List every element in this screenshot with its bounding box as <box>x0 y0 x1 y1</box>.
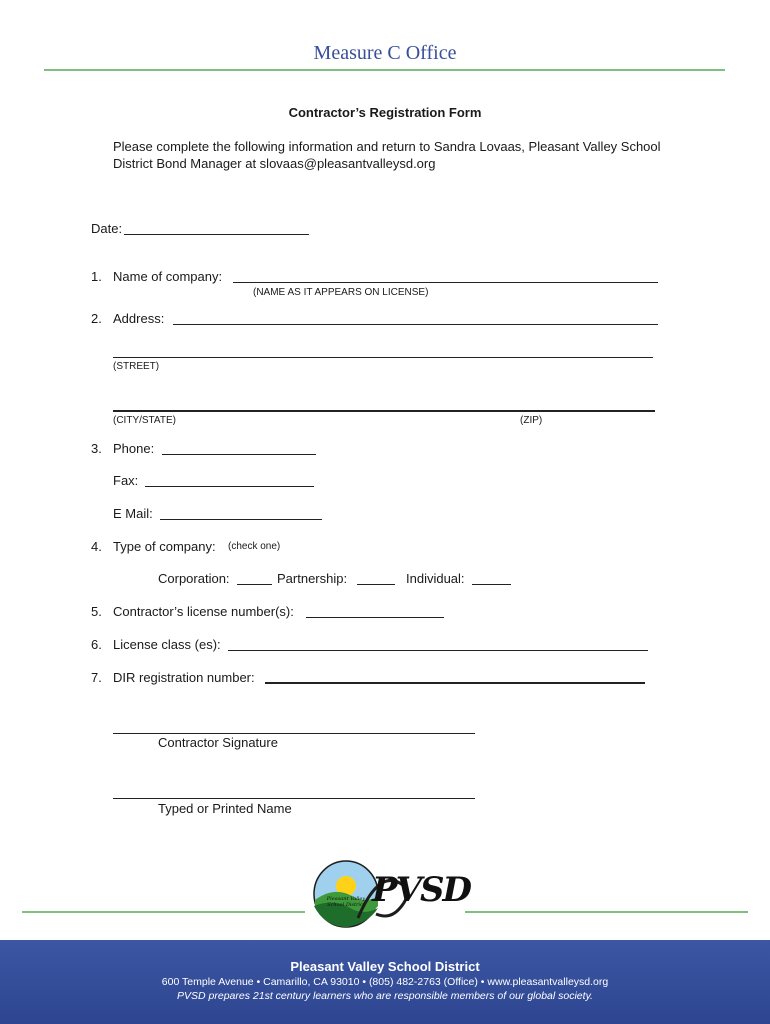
form-intro: Please complete the following information and return to Sandra Lovaas, Pleasant Valley School District Bond Manager at slovaas@pleasantvalleysd.org <box>113 139 661 171</box>
individual-checkbox[interactable] <box>472 584 511 585</box>
company-name-field[interactable] <box>233 282 658 283</box>
license-class-label: License class (es): <box>113 637 221 652</box>
individual-label: Individual: <box>406 571 465 586</box>
address-field[interactable] <box>173 324 658 325</box>
city-state-zip-field[interactable] <box>113 410 655 412</box>
item-number-4: 4. <box>91 539 102 554</box>
company-name-label: Name of company: <box>113 269 223 284</box>
corporation-checkbox[interactable] <box>237 584 272 585</box>
form-title: Contractor’s Registration Form <box>288 105 482 120</box>
printed-name-label: Typed or Printed Name <box>158 801 292 816</box>
license-number-label: Contractor’s license number(s): <box>113 604 294 619</box>
partnership-checkbox[interactable] <box>357 584 395 585</box>
city-state-note: (CITY/STATE) <box>113 415 176 426</box>
footer-rule-left <box>22 911 305 913</box>
logo-inner-text: Pleasant Valley School District <box>326 896 366 908</box>
street-field[interactable] <box>113 357 653 358</box>
license-number-field[interactable] <box>306 617 444 618</box>
company-type-hint: (check one) <box>228 541 281 552</box>
license-class-field[interactable] <box>228 650 648 651</box>
logo-wordmark: PVSD <box>372 870 470 910</box>
signature-label: Contractor Signature <box>158 735 278 750</box>
dir-registration-field[interactable] <box>265 682 645 684</box>
corporation-label: Corporation: <box>158 571 230 586</box>
pvsd-logo <box>310 856 470 932</box>
signature-field[interactable] <box>113 733 475 734</box>
phone-field[interactable] <box>162 454 316 455</box>
item-number-3: 3. <box>91 441 102 456</box>
footer-banner <box>0 940 770 1024</box>
email-label: E Mail: <box>113 506 153 521</box>
email-field[interactable] <box>160 519 322 520</box>
item-number-5: 5. <box>91 604 102 619</box>
item-number-2: 2. <box>91 311 102 326</box>
printed-name-field[interactable] <box>113 798 475 799</box>
footer-rule-right <box>465 911 748 913</box>
zip-note: (ZIP) <box>520 415 543 426</box>
office-title: Measure C Office <box>313 42 457 64</box>
date-label: Date: <box>91 221 123 236</box>
date-field[interactable] <box>124 234 309 235</box>
fax-field[interactable] <box>145 486 314 487</box>
partnership-label: Partnership: <box>277 571 348 586</box>
footer-tagline: PVSD prepares 21st century learners who are responsible members of our global society. <box>177 990 593 1002</box>
fax-label: Fax: <box>113 473 139 488</box>
dir-registration-label: DIR registration number: <box>113 670 255 685</box>
item-number-1: 1. <box>91 269 102 284</box>
company-name-note: (NAME AS IT APPEARS ON LICENSE) <box>253 287 429 298</box>
company-type-label: Type of company: <box>113 539 216 554</box>
header-rule <box>44 69 725 71</box>
footer-address: 600 Temple Avenue • Camarillo, CA 93010 • (805) 482-2763 (Office) • www.pleasantvalleysd.org <box>161 976 609 988</box>
footer-district-name: Pleasant Valley School District <box>290 959 480 974</box>
item-number-6: 6. <box>91 637 102 652</box>
street-note: (STREET) <box>113 361 160 372</box>
phone-label: Phone: <box>113 441 155 456</box>
item-number-7: 7. <box>91 670 102 685</box>
address-label: Address: <box>113 311 165 326</box>
